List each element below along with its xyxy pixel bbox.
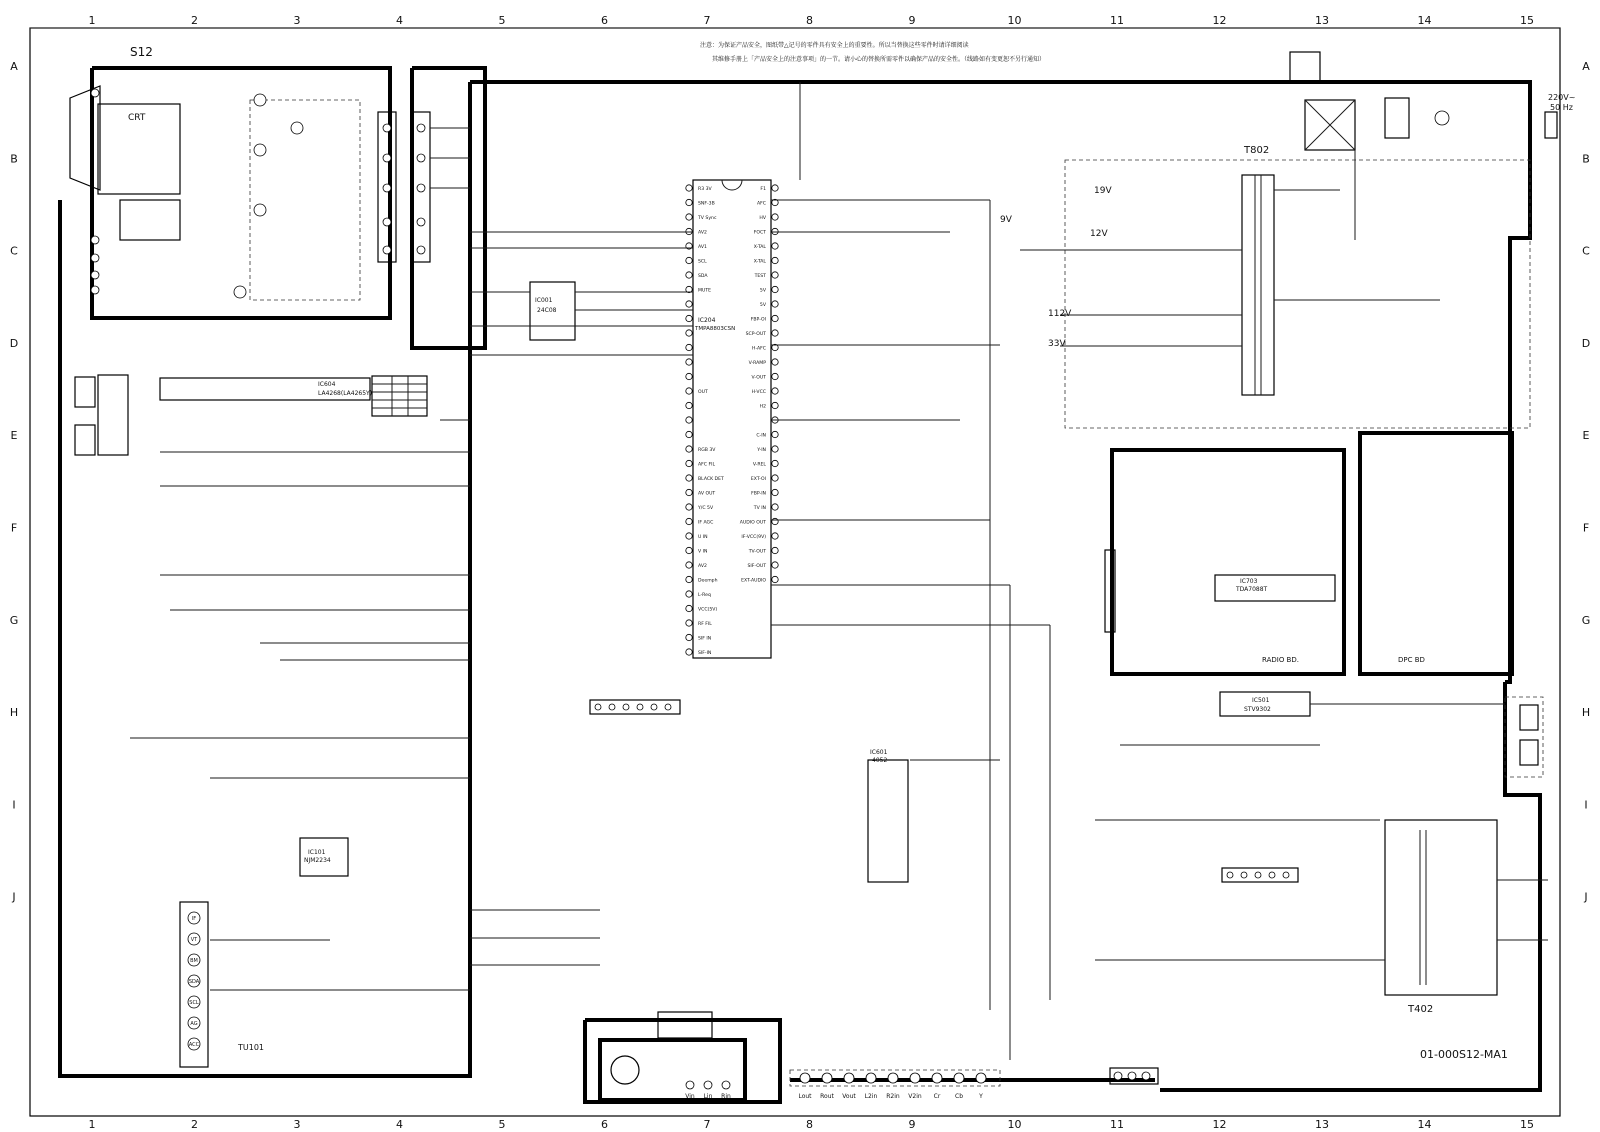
grid-row-label: C xyxy=(1582,244,1590,258)
ic-pin xyxy=(772,214,778,220)
audio-ic-ref: IC604 xyxy=(318,381,336,388)
ic-pin xyxy=(686,547,692,553)
ic-pin-label: AUDIO OUT xyxy=(739,520,766,526)
tuner-pin-label: ACC xyxy=(188,1042,200,1048)
switch-ic xyxy=(868,749,908,882)
grid-column-label: 14 xyxy=(1417,14,1432,27)
ic-pin-label: Y-IN xyxy=(757,448,766,453)
grid-row-labels-left xyxy=(10,60,19,904)
grid-row-labels-right xyxy=(1582,60,1591,904)
grid-column-label: 5 xyxy=(498,14,506,27)
ic-pin-label: Deemph xyxy=(698,578,718,584)
ic-pin xyxy=(686,605,692,611)
av-jack-label: R2in xyxy=(886,1093,900,1100)
switching-transformer-ref: T802 xyxy=(1244,145,1270,156)
ic-pin-label: VCC(5V) xyxy=(698,607,718,613)
grid-column-label: 12 xyxy=(1212,1118,1227,1131)
av-jack-label: Y xyxy=(979,1093,983,1100)
safety-notice-line-1: 注意：为保证产品安全，图纸带△记号的零件具有安全上的重要性。所以当替换这些零件时请详细阅读 xyxy=(700,42,969,49)
ic-pin-label: RGB 3V xyxy=(698,448,716,453)
grid-column-label: 15 xyxy=(1520,1118,1534,1131)
eeprom-part: 24C08 xyxy=(537,307,557,314)
ic-pin-label: AFC FIL xyxy=(698,462,716,468)
ic-pin xyxy=(686,460,692,466)
ic-pin-label: X-TAL xyxy=(753,259,766,265)
dpc-board-label: DPC BD xyxy=(1398,656,1425,664)
grid-row-label: D xyxy=(9,336,19,350)
ic-pin xyxy=(772,359,778,365)
tuner-pin-label: AG xyxy=(190,1021,198,1027)
crt-label: CRT xyxy=(128,113,146,123)
grid-row-label: F xyxy=(10,521,18,535)
ic-pin xyxy=(686,446,692,452)
crt-board xyxy=(70,68,390,318)
grid-column-label: 13 xyxy=(1315,1118,1329,1131)
grid-column-label: 13 xyxy=(1315,14,1329,27)
ic-pin xyxy=(686,344,692,350)
side-av-label: Lin xyxy=(703,1093,713,1100)
ic-pin xyxy=(686,533,692,539)
ic-pin-label: TV IN xyxy=(753,506,766,511)
ic-pin xyxy=(772,431,778,437)
ic-pin xyxy=(686,562,692,568)
ic-pin-label: F1 xyxy=(760,187,766,192)
ic-pin xyxy=(686,489,692,495)
side-av-jack xyxy=(722,1081,730,1089)
ic-pin-label: SNF-3B xyxy=(698,201,715,207)
ic-pin xyxy=(772,373,778,379)
audio-sw-part: NJM2234 xyxy=(304,857,331,864)
audio-amp-ic xyxy=(160,376,427,416)
drawing-number: 01-000S12-MA1 xyxy=(1420,1048,1508,1061)
ic-pin xyxy=(772,446,778,452)
ic-pin xyxy=(772,475,778,481)
ic-pin-label: L-Req xyxy=(698,593,711,598)
ic-pin xyxy=(686,301,692,307)
ic-pin xyxy=(772,301,778,307)
vert-ic-ref: IC501 xyxy=(1252,697,1270,704)
grid-column-label: 9 xyxy=(908,14,916,27)
vert-ic-part: STV9302 xyxy=(1244,706,1271,713)
ic-pin xyxy=(686,402,692,408)
ic-pin xyxy=(686,475,692,481)
connector-strip-g xyxy=(590,700,680,714)
grid-column-label: 2 xyxy=(191,1118,198,1131)
audio-ic-part: LA4268(LA4265Y) xyxy=(318,390,373,397)
av-jack xyxy=(954,1073,964,1083)
ic-pin xyxy=(772,272,778,278)
grid-column-label: 12 xyxy=(1212,14,1227,27)
side-av-labels xyxy=(685,1081,731,1100)
rail-12v: 12V xyxy=(1090,229,1108,239)
grid-row-label: A xyxy=(10,60,18,73)
grid-column-label: 14 xyxy=(1417,1118,1432,1131)
rail-19v: 19V xyxy=(1094,186,1112,196)
grid-row-label: H xyxy=(1581,706,1591,720)
ic-pin xyxy=(772,576,778,582)
ic-pin xyxy=(686,185,692,191)
ic-pin xyxy=(772,257,778,263)
av-jack-label: Cr xyxy=(933,1093,941,1100)
ic-pin-label: AV1 xyxy=(698,245,707,250)
connector-board-outline xyxy=(412,68,485,348)
ic-pin xyxy=(686,388,692,394)
ic-pin-label: TV Sync xyxy=(698,216,717,221)
model-title: S12 xyxy=(130,45,153,59)
side-av-label: Vin xyxy=(685,1093,695,1100)
grid-column-label: 1 xyxy=(88,14,96,27)
tuner-pin-label: SCL xyxy=(189,1000,199,1006)
tuner-pin-label: SDA xyxy=(188,979,200,985)
ic-pin xyxy=(686,431,692,437)
ic-pin-label: SIF-OUT xyxy=(747,564,766,569)
side-av-jack xyxy=(686,1081,694,1089)
ic-pin xyxy=(772,562,778,568)
grid-column-label: 3 xyxy=(293,14,301,27)
ic-pin-label: H-AFC xyxy=(751,346,766,352)
ic-pin xyxy=(686,214,692,220)
ic-pin-label: TV-OUT xyxy=(748,549,766,555)
av-connector-pins xyxy=(798,1073,986,1100)
grid-row-label: G xyxy=(1581,613,1591,627)
grid-row-label: E xyxy=(10,429,18,443)
ic-pin-label: RF FIL xyxy=(698,622,712,627)
av-jack xyxy=(932,1073,942,1083)
main-ic-part: TMPA8803CSN xyxy=(695,326,736,332)
ic-pin xyxy=(686,634,692,640)
grid-row-label: J xyxy=(12,890,16,904)
ic-pin-label: HV xyxy=(759,216,766,221)
ic-pin-label: C-IN xyxy=(756,433,766,439)
grid-row-label: E xyxy=(1582,429,1590,443)
rail-33v: 33V xyxy=(1048,339,1066,349)
safety-notice-line-2: 其维修手册上「产品安全上的注意事项」的一节。请小心的替换所需零件以确保产品的安全性。（线路如有变更恕不另行通知） xyxy=(712,56,1046,63)
ic-pin xyxy=(686,315,692,321)
eeprom-ref: IC001 xyxy=(535,297,553,304)
ic-pin-label: SIF-IN xyxy=(698,651,712,656)
grid-row-label: B xyxy=(10,152,18,166)
grid-column-label: 1 xyxy=(88,1118,96,1131)
grid-row-label: A xyxy=(1582,60,1590,73)
ic-pin xyxy=(772,185,778,191)
grid-row-label: C xyxy=(10,244,18,258)
grid-row-label: I xyxy=(12,798,16,812)
ic-pin xyxy=(772,547,778,553)
main-ic-ref: IC204 xyxy=(698,317,716,324)
grid-column-label: 9 xyxy=(908,1118,916,1131)
ic-pin-label: TEST xyxy=(754,274,766,279)
av-jack xyxy=(976,1073,986,1083)
ic-pin-label: EXT-OI xyxy=(750,477,766,482)
mains-voltage: 220V~ xyxy=(1548,93,1576,102)
grid-row-label: I xyxy=(1584,798,1588,812)
av-jack xyxy=(822,1073,832,1083)
side-av-label: Rin xyxy=(721,1093,731,1100)
ic-pin-label: H2 xyxy=(759,404,766,410)
ic-pin-label: 5V xyxy=(759,288,766,294)
main-board-top-edge xyxy=(470,82,1530,682)
tuner-pin-label: VT xyxy=(190,937,198,943)
ic-pin-label: SCL xyxy=(698,259,707,265)
ic-pin xyxy=(686,518,692,524)
audio-sw-ref: IC101 xyxy=(308,849,326,856)
tuner-pins xyxy=(188,912,200,1050)
ic-pin xyxy=(772,489,778,495)
ic-pin-label: EXT-AUDIO xyxy=(741,578,766,584)
ic-pin xyxy=(686,257,692,263)
ic-pin-label: MUTE xyxy=(698,288,712,294)
grid-column-label: 7 xyxy=(703,14,711,27)
grid-column-label: 3 xyxy=(293,1118,301,1131)
av-jack-label: Rout xyxy=(820,1093,834,1100)
grid-column-label: 2 xyxy=(191,14,198,27)
ic-pin xyxy=(686,620,692,626)
grid-column-label: 5 xyxy=(498,1118,506,1131)
ic-pin-label: SIF IN xyxy=(698,636,712,642)
ic-pin xyxy=(686,649,692,655)
tuner-pin-label: IF xyxy=(191,916,197,922)
ic-pin xyxy=(686,199,692,205)
ic-pin xyxy=(686,272,692,278)
ic-pin-label: R3 3V xyxy=(698,187,712,192)
grid-row-label: J xyxy=(1584,890,1588,904)
ic-pin-label: SDA xyxy=(698,274,708,279)
ic-pin-label: Y/C 5V xyxy=(698,506,714,511)
grid-column-label: 8 xyxy=(806,14,813,27)
av-jack-label: V2in xyxy=(908,1093,922,1100)
power-supply-section xyxy=(1000,52,1575,428)
sheet-border xyxy=(30,28,1560,1116)
grid-column-label: 11 xyxy=(1110,1118,1124,1131)
ic-pin-label: 5V xyxy=(759,303,766,308)
grid-column-label: 10 xyxy=(1007,1118,1022,1131)
ic-pin xyxy=(772,504,778,510)
flyback-transformer-ref: T402 xyxy=(1408,1004,1434,1015)
ic-pin-label: AV2 xyxy=(698,230,707,236)
grid-column-label: 11 xyxy=(1110,14,1124,27)
grid-row-label: H xyxy=(9,706,19,720)
tuner-module xyxy=(180,902,264,1067)
switch-ic-ref: IC601 xyxy=(870,749,888,756)
main-ic xyxy=(686,180,778,658)
side-av-jack xyxy=(704,1081,712,1089)
grid-column-label: 7 xyxy=(703,1118,711,1131)
ic-pin-label: OUT xyxy=(698,390,708,395)
ic-pin-label: V IN xyxy=(698,549,708,555)
av-jack-label: Vout xyxy=(842,1093,856,1100)
ic-pin xyxy=(772,330,778,336)
rail-9v: 9V xyxy=(1000,215,1012,225)
grid-column-label: 15 xyxy=(1520,14,1534,27)
rear-av-connectors xyxy=(790,1070,1000,1100)
grid-column-labels-bottom xyxy=(89,1118,1535,1131)
ic-pin xyxy=(686,373,692,379)
ic-pin-label: FBP-IN xyxy=(751,491,766,497)
eeprom-ic xyxy=(530,282,575,340)
grid-row-label: F xyxy=(1582,521,1590,535)
grid-column-label: 4 xyxy=(396,1118,403,1131)
rgb-connectors xyxy=(378,112,430,262)
ic-pin xyxy=(772,533,778,539)
ic-pin-label: V-RAMP xyxy=(748,361,766,366)
radio-ic-ref: IC703 xyxy=(1240,578,1258,585)
ic-pin-label: AV OUT xyxy=(698,491,716,497)
ic-pin-label: SCP-OUT xyxy=(745,332,766,337)
av-jack xyxy=(800,1073,810,1083)
ic-pin xyxy=(772,518,778,524)
ic-pin-label: FOCT xyxy=(753,230,766,236)
grid-column-label: 10 xyxy=(1007,14,1022,27)
ic-pin xyxy=(686,504,692,510)
ic-pin-label: X-TAL xyxy=(753,245,766,250)
radio-board xyxy=(1105,450,1344,674)
grid-column-label: 8 xyxy=(806,1118,813,1131)
ic-pin xyxy=(772,243,778,249)
av-jack xyxy=(910,1073,920,1083)
av-jack xyxy=(888,1073,898,1083)
ic-pin-label: V-OUT xyxy=(751,375,766,381)
ic-pin xyxy=(686,417,692,423)
ic-pin-label: IF-VCC(9V) xyxy=(741,535,766,540)
vertical-ic xyxy=(1220,692,1310,716)
grid-column-label: 6 xyxy=(601,14,608,27)
side-av-board xyxy=(585,1012,780,1102)
ic-pin-label: AFC xyxy=(757,201,766,207)
grid-row-label: B xyxy=(1582,152,1590,166)
ic-pin-label: V-REL xyxy=(752,462,766,468)
connector-strip-h xyxy=(1222,868,1298,882)
grid-row-label: G xyxy=(9,613,19,627)
ic-pin xyxy=(686,359,692,365)
grid-column-label: 4 xyxy=(396,14,403,27)
radio-ic-part: TDA7088T xyxy=(1236,586,1268,593)
grid-row-label: D xyxy=(1581,336,1591,350)
switch-ic-part: 4052 xyxy=(872,757,888,764)
ic-pin xyxy=(772,460,778,466)
ic-pin-label: IF AGC xyxy=(698,520,714,526)
av-jack xyxy=(866,1073,876,1083)
ic-pin-label: U IN xyxy=(698,535,708,540)
dpc-board xyxy=(1360,433,1512,674)
ic-pin xyxy=(772,315,778,321)
tuner-label: TU101 xyxy=(238,1043,265,1052)
main-board-left-edge xyxy=(60,82,470,1076)
radio-board-label: RADIO BD. xyxy=(1262,656,1299,664)
mains-frequency: 50 Hz xyxy=(1550,103,1573,112)
ic-pin-label: BLACK DET xyxy=(698,477,724,482)
flyback-section xyxy=(1385,697,1543,1015)
av-jack-label: Cb xyxy=(955,1093,963,1100)
ic-pin xyxy=(772,286,778,292)
av-jack xyxy=(844,1073,854,1083)
ic-pin xyxy=(686,591,692,597)
main-board-right-edge xyxy=(1160,682,1540,1090)
ic-pin xyxy=(686,330,692,336)
grid-column-label: 6 xyxy=(601,1118,608,1131)
ic-pin xyxy=(772,402,778,408)
speakers xyxy=(75,375,128,455)
av-jack-label: Lout xyxy=(798,1093,812,1100)
grid-column-labels-top xyxy=(89,14,1535,27)
tuner-pin-label: BM xyxy=(190,958,198,964)
ic-pin xyxy=(772,388,778,394)
signal-wiring xyxy=(130,82,1548,1060)
ic-pin-label: FBP-OI xyxy=(750,317,766,323)
av-jack-label: L2in xyxy=(864,1093,878,1100)
ic-pin-label: H-VCC xyxy=(751,390,766,395)
rail-112v: 112V xyxy=(1048,309,1072,319)
audio-switch-ic xyxy=(300,838,348,876)
ic-pin xyxy=(686,576,692,582)
ic-pin-label: AV2 xyxy=(698,564,707,569)
